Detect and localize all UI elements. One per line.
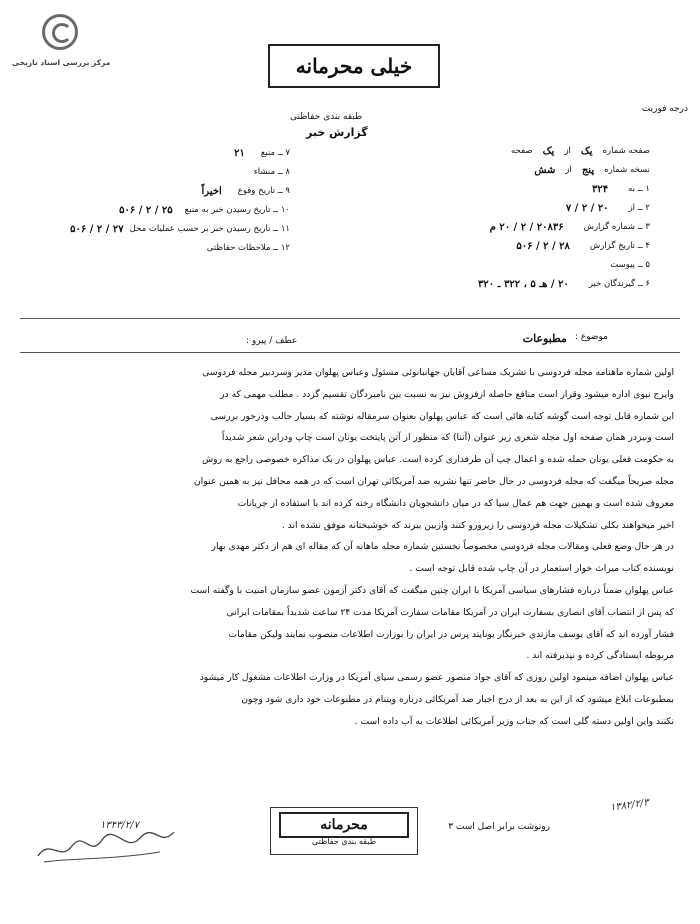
signature-block — [30, 818, 180, 868]
body-line: فشار آورده اند که آقای یوسف مازندی خبرنگار یونایتد پرس در ایران را بوزارت اطلاعات منصوب نمایند ولیکن مقامات — [228, 628, 674, 640]
body-line: اولین شماره ماهنامه مجله فردوسی با تشریک مساعی آقایان جهانبانوئی مسئول وعباس پهلوان مدیر وسردبیر مجله فردوسی — [202, 367, 674, 378]
subject-line — [523, 332, 608, 345]
field-from: ۲ ــ از ۲۰ / ۲ / ۷ — [565, 203, 650, 214]
top-secret-stamp: خیلی محرمانه — [268, 44, 440, 88]
body-line: عباس پهلوان اضافه مینمود اولین روزی که آقای جواد منصور عضو رسمی سیای آمریکا در وزارت اطلاعات مشغول کار میشود — [199, 672, 674, 684]
classification-label: طبقه بندی حفاظتی — [290, 112, 363, 122]
body-line: بمطبوعات ابلاغ میشود که از این به بعد از درج اخبار ضد آمریکائی درباره ویتنام در مطبوعات خود داری شود وچون — [241, 693, 674, 705]
bottom-stamp-title: محرمانه — [279, 812, 409, 838]
body-line: اخیر میخواهند بکلی تشکیلات مجله فردوسی را زیرورو کنند وازبین ببرند که خوشبختانه موفق نشده اند . — [281, 519, 674, 531]
body-line: عباس پهلوان ضمناً درباره فشارهای سیاسی آمریکا با ایران چنین میگفت که آقای دکتر آزمون عضو سازمان امنیت با وگفته است — [190, 584, 674, 596]
logo-text: مرکز بررسی اسناد تاریخی — [12, 58, 111, 67]
field-source: ۷ ــ منبع ۲۱ — [234, 148, 290, 159]
reference-label: عطف / پیرو : — [246, 336, 298, 346]
body-line: نویسنده کتاب میراث خوار استعمار در آن چاپ شده قابل توجه است . — [409, 563, 674, 575]
signature-date: ۱۳۴۳/۲/۷ — [100, 820, 139, 831]
field-to: ۱ ــ به ۳۲۴ — [591, 184, 650, 195]
body-line: است ونیزدر همان صفحه اول مجله شعری زیر عنوان (آتنا) که منظور از آتن پایتخت یونان است چاپ ودراین شعر شدیداً — [221, 432, 674, 444]
body-line: مجله صریحاً میگفت که مجله فردوسی در حال حاضر تنها نشریه ضد آمریکائی تهران است که در همه محافل نیز به همین عنوان — [193, 475, 674, 487]
body-line: در هر حال وضع فعلی ومقالات مجله فردوسی مخصوصاً نخستین شماره مجله ماهانه آن که مقاله ای هم از دکتر مهدی بهار — [211, 541, 674, 553]
field-report-date: ۴ ــ تاریخ گزارش ۲۸ / ۲ / ۵۰۶ — [516, 241, 650, 252]
body-line: که پس از انتصاب آقای انصاری بسفارت ایران در آمریکا مقامات سفارت آمریکا مدت ۲۴ ساعت شدیداً بمقامات ایرانی — [226, 606, 674, 618]
body-line: مربوطه ایستادگی کرده و نپذیرفته اند . — [526, 650, 674, 662]
logo-emblem-icon — [42, 14, 78, 50]
field-origin: ۸ ــ منشاء — [253, 167, 290, 177]
field-copy-number: نسخه شماره پنج از شش — [534, 165, 650, 176]
field-recipients: ۶ ــ گیرندگان خبر ۲۰ / هـ ۵ ، ۳۲۲ ـ ۳۲۰ — [478, 279, 650, 290]
field-occurrence-date: ۹ ــ تاریخ وقوع اخیراً — [201, 186, 290, 197]
field-report-number: ۳ ــ شماره گزارش ۲۰۸۳۶ / ۲ / ۲۰ م — [489, 222, 650, 233]
copy-certification: رونوشت برابر اصل است ۳ — [448, 822, 550, 832]
archive-logo — [12, 14, 111, 76]
field-attachment: ۵ ــ پیوست — [610, 260, 650, 270]
body-line: معروف شده است و بهمین جهت هم عمال سیا که در میان دانشجویان دانشگاه رخنه کرده اند با استفاده از جریانات — [237, 497, 674, 509]
subject-value: مطبوعات — [522, 332, 567, 345]
body-line: وایرج نبوی اداره میشود وقرار است منافع حاصله ازفروش نیز به نسبت بین نامبردگان تقسیم گردد . مطلب مهمی که در — [220, 388, 674, 400]
report-body — [24, 362, 674, 733]
field-source-received-date: ۱۰ ــ تاریخ رسیدن خبر به منبع ۲۵ / ۲ / ۵۰۶ — [119, 205, 290, 216]
right-fields — [320, 146, 650, 298]
field-page-number: صفحه شماره یک از یک صفحه — [511, 146, 650, 157]
bottom-stamp-subtitle: طبقه بندی حفاظتی — [311, 837, 377, 846]
priority-label: درجه فوریت — [641, 104, 688, 114]
field-security-notes: ۱۲ ــ ملاحظات حفاظتی — [206, 243, 290, 253]
body-line: به حکومت فعلی یونان حمله شده و اعمال چپ آن طرفداری کرده است. عباس پهلوان در یک مذاکره خصوصی راجع به روش — [201, 454, 674, 466]
body-line: نکنند واین اولین دسته گلی است که جناب وزیر آمریکائی اطلاعات به آب داده است . — [354, 715, 674, 727]
handwritten-note: ۱۳۸۲/۲/۳ — [609, 797, 650, 814]
bottom-secret-stamp — [270, 807, 418, 855]
report-title: گزارش خبر — [306, 126, 368, 139]
header-divider — [20, 318, 680, 319]
body-line: این شماره قابل توجه است گوشه کنایه هائی است که عباس پهلوان بعنوان سرمقاله نوشته که بسیار جالب ودرخور بررسی — [210, 410, 674, 422]
left-fields — [0, 148, 290, 262]
field-ops-received-date: ۱۱ ــ تاریخ رسیدن خبر بر حسب عملیات محل ۲۷ / ۲ / ۵۰۶ — [70, 224, 290, 235]
subject-label: موضوع : — [574, 332, 608, 342]
subject-divider — [20, 352, 680, 353]
